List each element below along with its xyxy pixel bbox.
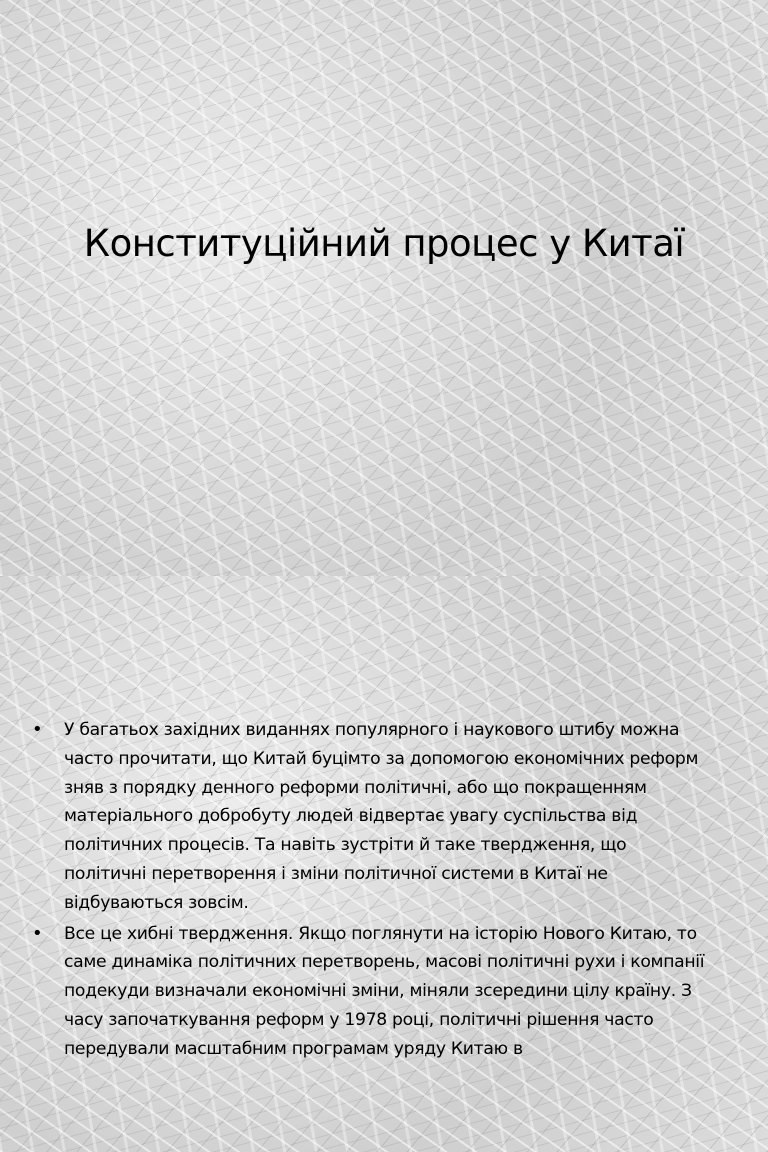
bullet-marker-icon: • <box>32 922 43 944</box>
slide-title: Конституційний процес у Китаї <box>83 222 685 265</box>
bullet-item <box>30 716 712 918</box>
bullet-text: Все це хибні твердження. Якщо поглянути на історію Нового Китаю, то саме динаміка політичних перетворень, масові політичні рухи і компанії подекуди визначали економічні зміни, міняли зсередини цілу країну. З часу започаткування реформ у 1978 році, політичні рішення часто передували масштабним програмам уряду Китаю в <box>64 923 705 1059</box>
bullet-list <box>30 716 712 1066</box>
bullet-text: У багатьох західних виданнях популярного і наукового штибу можна часто прочитати, що Китай буцімто за допомогою економічних реформ зняв з порядку денного реформи політичні, або що покращенням матеріального добробуту людей відвертає увагу суспільства від політичних процесів. Та навіть зустріти й таке твердження, що політичні перетворення і зміни політичної системи в Китаї не відбуваються зовсім. <box>64 720 699 913</box>
content-slide <box>0 576 768 1152</box>
bullet-item <box>30 920 712 1064</box>
bullet-marker-icon: • <box>32 719 43 740</box>
